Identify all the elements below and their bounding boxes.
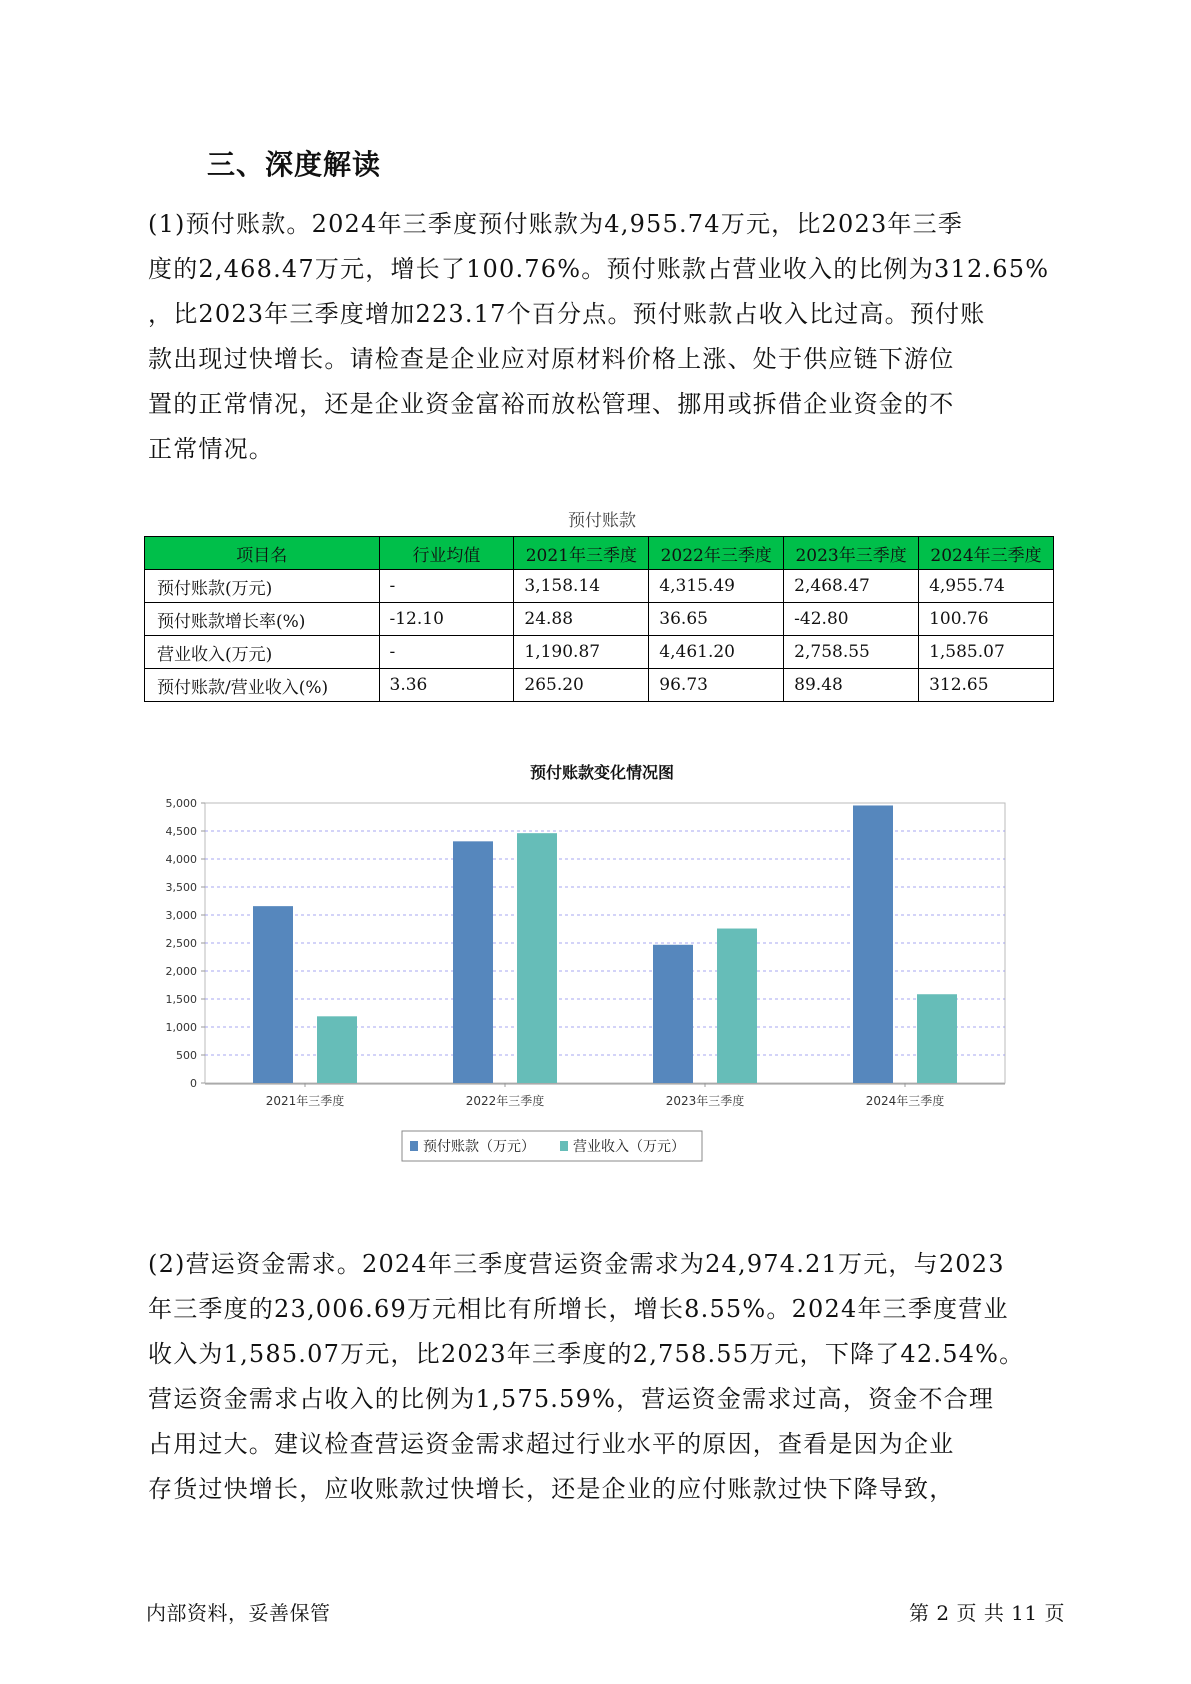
- table-cell: 89.48: [784, 669, 919, 702]
- footer-page-number: 第 2 页 共 11 页: [909, 1601, 1065, 1625]
- chart-title: 预付账款变化情况图: [529, 763, 674, 782]
- y-tick-label: 0: [190, 1077, 197, 1090]
- y-tick-label: 5,000: [165, 797, 197, 810]
- bar: [317, 1016, 357, 1083]
- bar: [253, 906, 293, 1083]
- table-row: [145, 669, 1054, 702]
- paragraph-line: 度的2,468.47万元，增长了100.76%。预付账款占营业收入的比例为312.65%: [148, 255, 1050, 283]
- y-tick-label: 500: [176, 1049, 197, 1062]
- paragraph-working-capital: [148, 1242, 1070, 1512]
- table-cell: 预付账款(万元): [145, 570, 380, 603]
- y-tick-label: 2,500: [165, 937, 197, 950]
- column-header: 2023年三季度: [784, 537, 919, 570]
- prepayments-table: [144, 536, 1054, 702]
- bar: [853, 805, 893, 1083]
- legend-label: 预付账款（万元）: [423, 1139, 535, 1155]
- table-row: [145, 603, 1054, 636]
- table-cell: 3,158.14: [514, 570, 649, 603]
- bar: [517, 833, 557, 1083]
- table-cell: 预付账款/营业收入(%): [145, 669, 380, 702]
- paragraph-line: ，比2023年三季度增加223.17个百分点。预付账款占收入比过高。预付账: [148, 300, 986, 328]
- table-cell: 4,955.74: [919, 570, 1054, 603]
- table-cell: 1,585.07: [919, 636, 1054, 669]
- table-cell: 预付账款增长率(%): [145, 603, 380, 636]
- bar: [653, 945, 693, 1083]
- bar: [717, 929, 757, 1083]
- table-cell: 36.65: [649, 603, 784, 636]
- paragraph-line: 存货过快增长，应收账款过快增长，还是企业的应付账款过快下降导致，: [148, 1475, 955, 1503]
- x-tick-label: 2021年三季度: [265, 1094, 345, 1108]
- prepayments-bar-chart: [150, 795, 1020, 1205]
- column-header: 项目名: [145, 537, 380, 570]
- bar: [917, 994, 957, 1083]
- table-cell: 24.88: [514, 603, 649, 636]
- paragraph-line: (2)营运资金需求。2024年三季度营运资金需求为24,974.21万元，与2023: [148, 1250, 1005, 1278]
- paragraph-line: 正常情况。: [148, 435, 274, 463]
- legend-swatch: [410, 1141, 418, 1151]
- paragraph-line: 款出现过快增长。请检查是企业应对原材料价格上涨、处于供应链下游位: [148, 345, 955, 373]
- table-caption: 预付账款: [568, 511, 636, 531]
- y-tick-label: 4,500: [165, 825, 197, 838]
- x-tick-label: 2022年三季度: [465, 1094, 545, 1108]
- table-cell: -12.10: [379, 603, 514, 636]
- table-cell: 96.73: [649, 669, 784, 702]
- y-tick-label: 2,000: [165, 965, 197, 978]
- table-cell: 4,461.20: [649, 636, 784, 669]
- legend-swatch: [560, 1141, 568, 1151]
- table-header-row: [145, 537, 1054, 570]
- table-cell: 2,758.55: [784, 636, 919, 669]
- paragraph-line: 置的正常情况，还是企业资金富裕而放松管理、挪用或拆借企业资金的不: [148, 390, 955, 418]
- column-header: 行业均值: [379, 537, 514, 570]
- table-cell: 265.20: [514, 669, 649, 702]
- column-header: 2022年三季度: [649, 537, 784, 570]
- column-header: 2021年三季度: [514, 537, 649, 570]
- table-cell: 2,468.47: [784, 570, 919, 603]
- paragraph-line: 收入为1,585.07万元，比2023年三季度的2,758.55万元，下降了42.54%。: [148, 1340, 1025, 1368]
- table-cell: 100.76: [919, 603, 1054, 636]
- y-tick-label: 1,500: [165, 993, 197, 1006]
- y-tick-label: 4,000: [165, 853, 197, 866]
- x-tick-label: 2024年三季度: [865, 1094, 945, 1108]
- y-tick-label: 1,000: [165, 1021, 197, 1034]
- column-header: 2024年三季度: [919, 537, 1054, 570]
- paragraph-line: 营运资金需求占收入的比例为1,575.59%，营运资金需求过高，资金不合理: [148, 1385, 995, 1413]
- y-tick-label: 3,500: [165, 881, 197, 894]
- x-tick-label: 2023年三季度: [665, 1094, 745, 1108]
- paragraph-line: (1)预付账款。2024年三季度预付账款为4,955.74万元，比2023年三季: [148, 210, 964, 238]
- legend-label: 营业收入（万元）: [573, 1139, 685, 1155]
- table-cell: 3.36: [379, 669, 514, 702]
- bar: [453, 841, 493, 1083]
- paragraph-line: 年三季度的23,006.69万元相比有所增长，增长8.55%。2024年三季度营业: [148, 1295, 1009, 1323]
- footer-confidential-note: 内部资料，妥善保管: [146, 1601, 331, 1625]
- table-cell: 312.65: [919, 669, 1054, 702]
- table-row: [145, 570, 1054, 603]
- section-title: 三、深度解读: [207, 148, 382, 181]
- table-cell: -: [379, 570, 514, 603]
- paragraph-prepayments: [148, 202, 1070, 472]
- paragraph-line: 占用过大。建议检查营运资金需求超过行业水平的原因，查看是因为企业: [148, 1430, 955, 1458]
- table-cell: -: [379, 636, 514, 669]
- table-cell: 1,190.87: [514, 636, 649, 669]
- table-cell: -42.80: [784, 603, 919, 636]
- table-cell: 营业收入(万元): [145, 636, 380, 669]
- table-cell: 4,315.49: [649, 570, 784, 603]
- table-row: [145, 636, 1054, 669]
- y-tick-label: 3,000: [165, 909, 197, 922]
